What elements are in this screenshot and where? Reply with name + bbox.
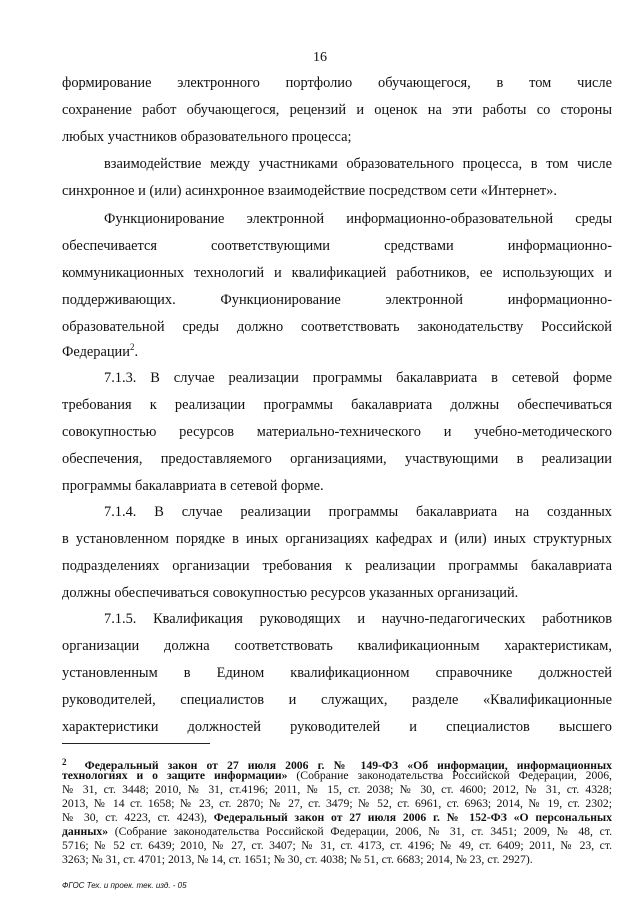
footer-code: ФГОС Тех. и проек. тек. изд. - 05: [62, 881, 187, 890]
footnote-text: (Собрание законодательства Российской Федерации, 2006, № 31, ст. 3451; 2009, № 48, ст.: [108, 825, 612, 838]
federation-tail: .: [134, 344, 139, 360]
page-number: 16: [313, 50, 327, 65]
text-line: коммуникационных технологий и квалификацией работников, ее использующих и: [62, 265, 612, 281]
footnote-law-title: Федеральный закон от 27 июля 2006 г. № 152-ФЗ «О персональных: [213, 811, 613, 824]
text-line: 7.1.3. В случае реализации программы бакалавриата в сетевой форме: [104, 370, 612, 386]
federation-word: Федерации: [62, 344, 130, 360]
footnote-text: № 30, ст. 4223, ст. 4243),: [62, 811, 214, 824]
text-line: обеспечивается соответствующими средствами информационно-: [62, 238, 612, 254]
footnote-line: 3263; № 31, ст. 4701; 2013, № 14, ст. 1651; № 30, ст. 4038; № 51, ст. 6683; 2014, № 23, ст. 2927).: [62, 853, 533, 866]
text-line: [62, 343, 612, 361]
text-line: сохранение работ обучающегося, рецензий и оценок на эти работы со стороны: [62, 102, 612, 118]
footnote-law-title: Федеральный закон от 27 июля 2006 г. № 149-ФЗ «Об информации, информационных: [84, 759, 612, 772]
footnote-line: № 31, ст. 3448; 2010, № 31, ст.4196; 2011, № 15, ст. 2038; № 30, ст. 4600; 2012, № 31, ст. 4328;: [62, 783, 612, 796]
footnote-ref: 2: [129, 342, 135, 353]
text-line: организации должна соответствовать квалификационным характеристикам,: [62, 638, 612, 654]
text-line: должны обеспечиваться совокупностью ресурсов указанных организаций.: [62, 585, 519, 601]
footnote-line: [62, 811, 612, 825]
text-line: установленным в Едином квалификационном справочнике должностей: [62, 665, 612, 681]
text-line: Функционирование электронной информационно-образовательной среды: [104, 211, 612, 227]
text-line: 7.1.4. В случае реализации программы бакалавриата на созданных: [104, 504, 612, 520]
footnote-line: 5716; № 52 ст. 6439; 2010, № 27, ст. 3407; № 31, ст. 4173, ст. 4196; № 49, ст. 6409; 2011, № 23, ст.: [62, 839, 612, 852]
footnote-line: [62, 825, 612, 839]
footnote-line: [62, 769, 612, 783]
text-line: программы бакалавриата в сетевой форме.: [62, 478, 324, 494]
text-line: поддерживающих. Функционирование электронной информационно-: [62, 292, 612, 308]
text-line: требования к реализации программы бакалавриата должны обеспечиваться: [62, 397, 612, 413]
text-line: образовательной среды должно соответствовать законодательству Российской: [62, 319, 612, 335]
footnote-mark: 2: [62, 757, 67, 767]
text-line: совокупностью ресурсов материально-технического и учебно-методического: [62, 424, 612, 440]
footnote-line: 2013, № 14 ст. 1658; № 23, ст. 2870; № 27, ст. 3479; № 52, ст. 6961, ст. 6963; 2014, № 19, ст. 2302;: [62, 797, 612, 810]
text-line: синхронное и (или) асинхронное взаимодействие посредством сети «Интернет».: [62, 183, 557, 199]
text-line: 7.1.5. Квалификация руководящих и научно-педагогических работников: [104, 611, 612, 627]
text-line: формирование электронного портфолио обучающегося, в том числе: [62, 75, 612, 91]
text-line: подразделениях организации требования к реализации программы бакалавриата: [62, 558, 612, 574]
footnote-law-title: данных»: [62, 825, 109, 838]
text-line: руководителей, специалистов и служащих, разделе «Квалификационные: [62, 692, 612, 708]
text-line: любых участников образовательного процесса;: [62, 129, 352, 145]
text-line: в установленном порядке в иных организациях кафедрах и (или) иных структурных: [62, 531, 612, 547]
text-line: характеристики должностей руководителей и специалистов высшего: [62, 719, 612, 735]
footnote-law-title: технологиях и о защите информации»: [62, 769, 288, 782]
footnote-text: (Собрание законодательства Российской Федерации, 2006,: [287, 769, 612, 782]
footnote-separator: [62, 743, 210, 744]
text-line: обеспечения, предоставляемого организациями, участвующими в реализации: [62, 451, 612, 467]
text-line: взаимодействие между участниками образовательного процесса, в том числе: [104, 156, 612, 172]
